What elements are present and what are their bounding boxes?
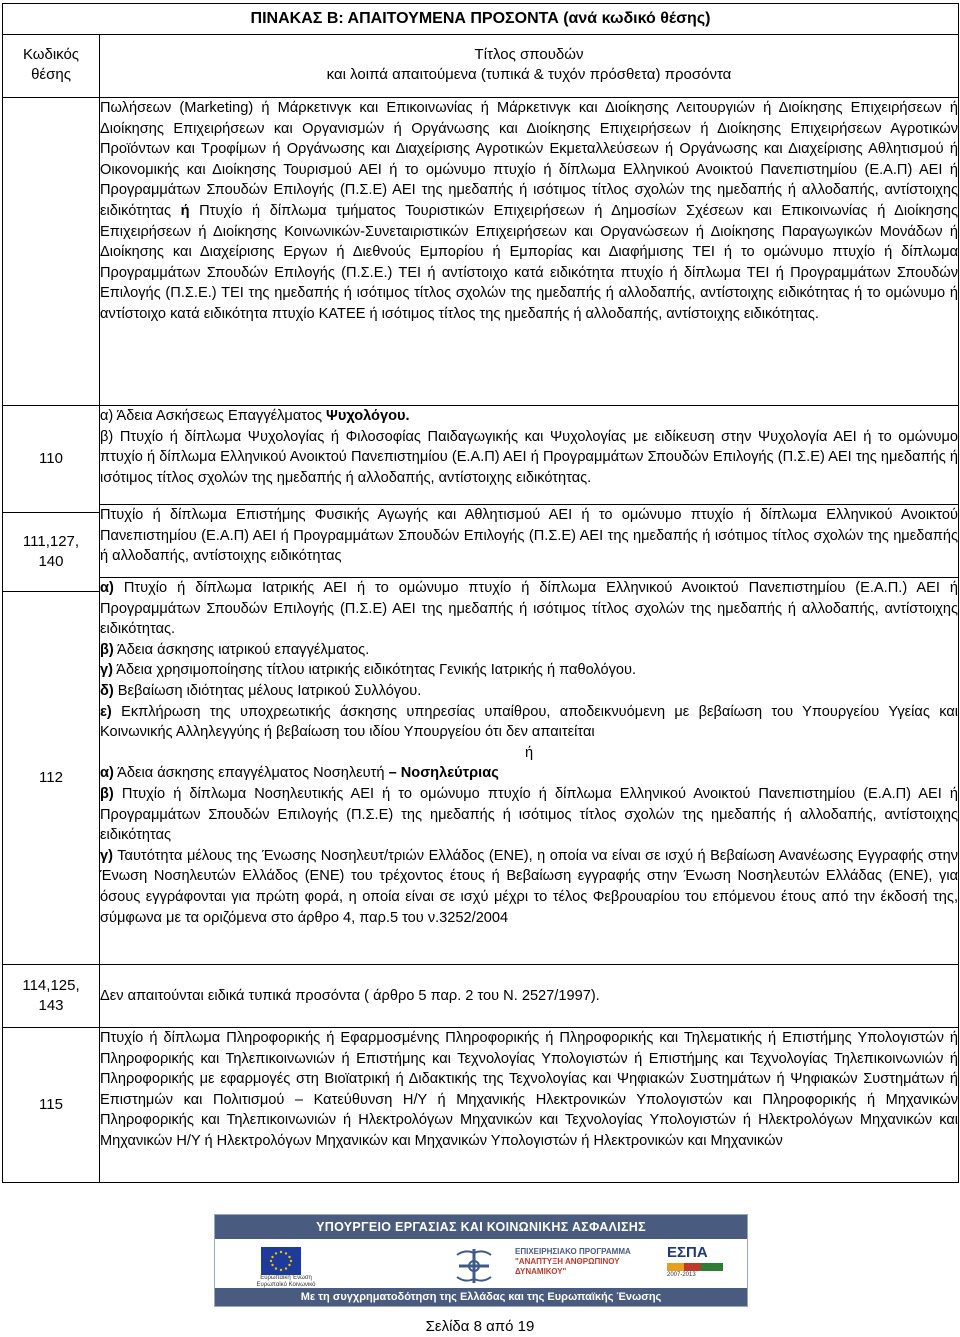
continuation-text: Πωλήσεων (Marketing) ή Μάρκετινγκ και Επικοινωνίας ή Μάρκετινγκ και Διοίκησης Λειτουργιών ή Διοίκησης Επιχειρήσεων ή Διοίκησης Επιχειρήσεων και Οργανισμών ή Οργάνωσης και Διοίκησης Επιχειρήσεων ή Διοίκησης Επιχειρήσεων Αγροτικών Προϊόντων και Τροφίμων ή Οργάνωσης και Διαχείρισης Αγροτικών Εκμεταλλεύσεων ή Οργάνωσης και Διαχείρισης Αθλητισμού ή Οικονομικής και Διοίκησης Τουρισμού ΑΕΙ ή το ομώνυμο πτυχίο ή δίπλωμα Ελληνικού Ανοικτού Πανεπιστημίου (Ε.Α.Π) ΑΕΙ ή Προγραμμάτων Σπουδών Επιλογής (Π.Σ.Ε) ΑΕΙ της ημεδαπής ή ισότιμος τίτλος σχολών της ημεδαπής ή αλλοδαπής, αντίστοιχης ειδικότητας ή Πτυχίο ή δίπλωμα τμήματος Τουριστικών Επιχειρήσεων ή Δημοσίων Σχέσεων και Επικοινωνίας ή Διοίκησης Επιχειρήσεων ή Διοίκησης Κοινωνικών-Συνεταιριστικών Επιχειρήσεων και Οργανώσεων ή Διοίκησης Παραγωγικών Μονάδων ή Διοίκησης και Διαχείρισης Εργων ή Διεθνούς Εμπορίου ή Εμπορίας και Διαφήμισης ΤΕΙ ή το ομώνυμο πτυχίο ή δίπλωμα Προγραμμάτων Σπουδών Επιλογής (Π.Σ.Ε.) ΤΕΙ ή αντίστοιχο κατά ειδικότητα πτυχίο ή δίπλωμα ΤΕΙ ή Προγραμμάτων Σπουδών Επιλογής (Π.Σ.Ε.) ΤΕΙ της ημεδαπής ή ισότιμος τίτλος σχολών της ημεδαπής ή αλλοδαπής, αντίστοιχης ειδικότητας ή το ομώνυμο ή αντίστοιχο κατά ειδικότητα πτυχίο ΚΑΤΕΕ ή ισότιμος τίτλος της ημεδαπής ή αλλοδαπής, αντίστοιχης ειδικότητας. xyxy=(100,98,959,406)
header-code xyxy=(3,35,100,98)
eu-caption: Ευρωπαϊκή Ένωση Ευρωπαϊκό Κοινωνικό xyxy=(256,1275,316,1288)
code-stack-cell xyxy=(3,406,100,965)
operational-programme-logo: ΕΠΙΧΕΙΡΗΣΙΑΚΟ ΠΡΟΓΡΑΜΜΑ "ΑΝΑΠΤΥΞΗ ΑΝΘΡΩΠΙΝΟΥ ΔΥΝΑΜΙΚΟΥ" xyxy=(515,1247,631,1276)
continuation-code-cell xyxy=(3,98,100,406)
code-114: 114,125, 143 xyxy=(3,965,100,1028)
cofunding-caption: Με τη συγχρηματοδότηση της Ελλάδας και της Ευρωπαϊκής Ένωσης xyxy=(215,1288,747,1306)
row-110-text: α) Άδεια Ασκήσεως Επαγγέλματος Ψυχολόγου. β) Πτυχίο ή δίπλωμα Ψυχολογίας ή Φιλοσοφίας Παιδαγωγικής και Ψυχολογίας με ειδίκευση στην Ψυχολογία ΑΕΙ ή το ομώνυμο πτυχίο ή δίπλωμα Ελληνικού Ανοικτού Πανεπιστημίου (Ε.Α.Π) ΑΕΙ ή Προγραμμάτων Σπουδών Επιλογής (Π.Σ.Ε) ΑΕΙ της ημεδαπής ή ισότιμος τίτλος σχολών της ημεδαπής ή αλλοδαπής, αντίστοιχης ειδικότητας. xyxy=(100,406,959,505)
code-111: 111,127, 140 xyxy=(3,513,99,592)
header-code-line1: Κωδικός xyxy=(22,46,80,63)
funding-banner xyxy=(214,1214,748,1307)
or-separator: ή xyxy=(524,744,534,761)
espa-logo: ΕΣΠΑ 2007-2013 xyxy=(667,1245,727,1285)
header-title-line1: Τίτλος σπουδών xyxy=(474,46,584,63)
header-code-line2: θέσης xyxy=(31,66,71,83)
row-111-text: Πτυχίο ή δίπλωμα Επιστήμης Φυσικής Αγωγής και Αθλητισμού ΑΕΙ ή το ομώνυμο πτυχίο ή δίπλωμα Ελληνικού Ανοικτού Πανεπιστημίου (Ε.Α.Π) ΑΕΙ ή Προγραμμάτων Σπουδών Επιλογής (Π.Σ.Ε) ΑΕΙ της ημεδαπής ή ισότιμος τίτλος σχολών της ημεδαπής ή αλλοδαπής, αντίστοιχης ειδικότητας xyxy=(100,505,959,578)
header-title xyxy=(100,35,959,98)
greek-emblem-icon xyxy=(451,1245,497,1287)
code-110: 110 xyxy=(3,406,99,513)
requirements-table xyxy=(2,3,959,1183)
page-number: Σελίδα 8 από 19 xyxy=(425,1318,535,1335)
eu-flag-icon xyxy=(261,1247,301,1275)
code-112: 112 xyxy=(39,769,63,786)
row-115-text: Πτυχίο ή δίπλωμα Πληροφορικής ή Εφαρμοσμένης Πληροφορικής ή Πληροφορικής και Τηλεματικής ή Επιστήμης Υπολογιστών ή Πληροφορικής και Τηλεπικοινωνιών ή Επιστήμης και Τεχνολογίας Υπολογιστών ή Επιστήμης και Τεχνολογίας Τηλεπικοινωνιών ή Πληροφορικής με εφαρμογές στη Βιοϊατρική ή Διδακτικής της Τεχνολογίας και Ψηφιακών Συστημάτων ή Ψηφιακών Συστημάτων ή Επιστημών και Πολιτισμού – Κατεύθυνση Η/Υ ή Μηχανικής Ηλεκτρονικών Υπολογιστών και Πληροφορικής ή Μηχανικών Πληροφορικής και Τηλεπικοινωνιών ή Ηλεκτρολόγων Μηχανικών και Τεχνολογίας Υπολογιστών ή Ηλεκτρολόγων Μηχανικών και Μηχανικών Η/Υ ή Ηλεκτρολόγων Μηχανικών και Μηχανικών Υπολογιστών ή Ηλεκτρονικών και Μηχανικών xyxy=(100,1028,959,1183)
header-title-line2: και λοιπά απαιτούμενα (τυπικά & τυχόν πρόσθετα) προσόντα xyxy=(326,66,732,83)
row-112-text: α) Πτυχίο ή δίπλωμα Ιατρικής ΑΕΙ ή το ομώνυμο πτυχίο ή δίπλωμα Ελληνικού Ανοικτού Πανεπιστημίου (Ε.Α.Π.) ΑΕΙ ή Προγραμμάτων Σπουδών Επιλογής (Π.Σ.Ε) ΑΕΙ της ημεδαπής ή ισότιμος τίτλος σχολών της ημεδαπής ή αλλοδαπής, αντίστοιχης ειδικότητας. β) Άδεια άσκησης ιατρικού επαγγέλματος. γ) Άδεια χρησιμοποίησης τίτλου ιατρικής ειδικότητας Γενικής Ιατρικής ή παθολόγου. δ) Βεβαίωση ιδιότητας μέλους Ιατρικού Συλλόγου. ε) Εκπλήρωση της υποχρεωτικής άσκησης υπηρεσίας υπαίθρου, αποδεικνυόμενη με βεβαίωση του Υπουργείου Υγείας και Κοινωνικής Αλληλεγγύης ή βεβαίωση του ιδίου Υπουργείου ότι δεν απαιτείται ή α) Άδεια άσκησης επαγγέλματος Νοσηλευτή – Νοσηλεύτριας β) Πτυχίο ή δίπλωμα Νοσηλευτικής ΑΕΙ ή το ομώνυμο πτυχίο ή δίπλωμα Ελληνικού Ανοικτού Πανεπιστημίου (Ε.Α.Π) ΑΕΙ ή Προγραμμάτων Σπουδών Επιλογής (Π.Σ.Ε) της ημεδαπής ή ισότιμος τίτλος σχολών της ημεδαπής ή αλλοδαπής, αντίστοιχης ειδικότητας γ) Ταυτότητα μέλους της Ένωσης Νοσηλευτ/τριών Ελλάδος (ΕΝΕ), η οποία να είναι σε ισχύ ή Βεβαίωση Ανανέωσης Εγγραφής στην Ένωση Νοσηλευτών Ελλάδος (ΕΝΕ) του τρέχοντος έτους ή Βεβαίωση εγγραφής στην Ένωση Νοσηλευτών Ελλάδας (ΕΝΕ), για όσους εγγράφονται για πρώτη φορά, η οποία είναι σε ισχύ μέχρι το τέλος Φεβρουαρίου του επόμενου έτους από την έκδοσή της, σύμφωνα με τα οριζόμενα στο άρθρο 4, παρ.5 του ν.3252/2004 xyxy=(100,578,959,965)
table-title: ΠΙΝΑΚΑΣ Β: ΑΠΑΙΤΟΥΜΕΝΑ ΠΡΟΣΟΝΤΑ (ανά κωδικό θέσης) xyxy=(3,4,959,35)
code-115: 115 xyxy=(3,1028,100,1183)
row-114-text: Δεν απαιτούνται ειδικά τυπικά προσόντα ( άρθρο 5 παρ. 2 του Ν. 2527/1997). xyxy=(100,965,959,1028)
ministry-name: ΥΠΟΥΡΓΕΙΟ ΕΡΓΑΣΙΑΣ ΚΑΙ ΚΟΙΝΩΝΙΚΗΣ ΑΣΦΑΛΙΣΗΣ xyxy=(215,1215,747,1239)
